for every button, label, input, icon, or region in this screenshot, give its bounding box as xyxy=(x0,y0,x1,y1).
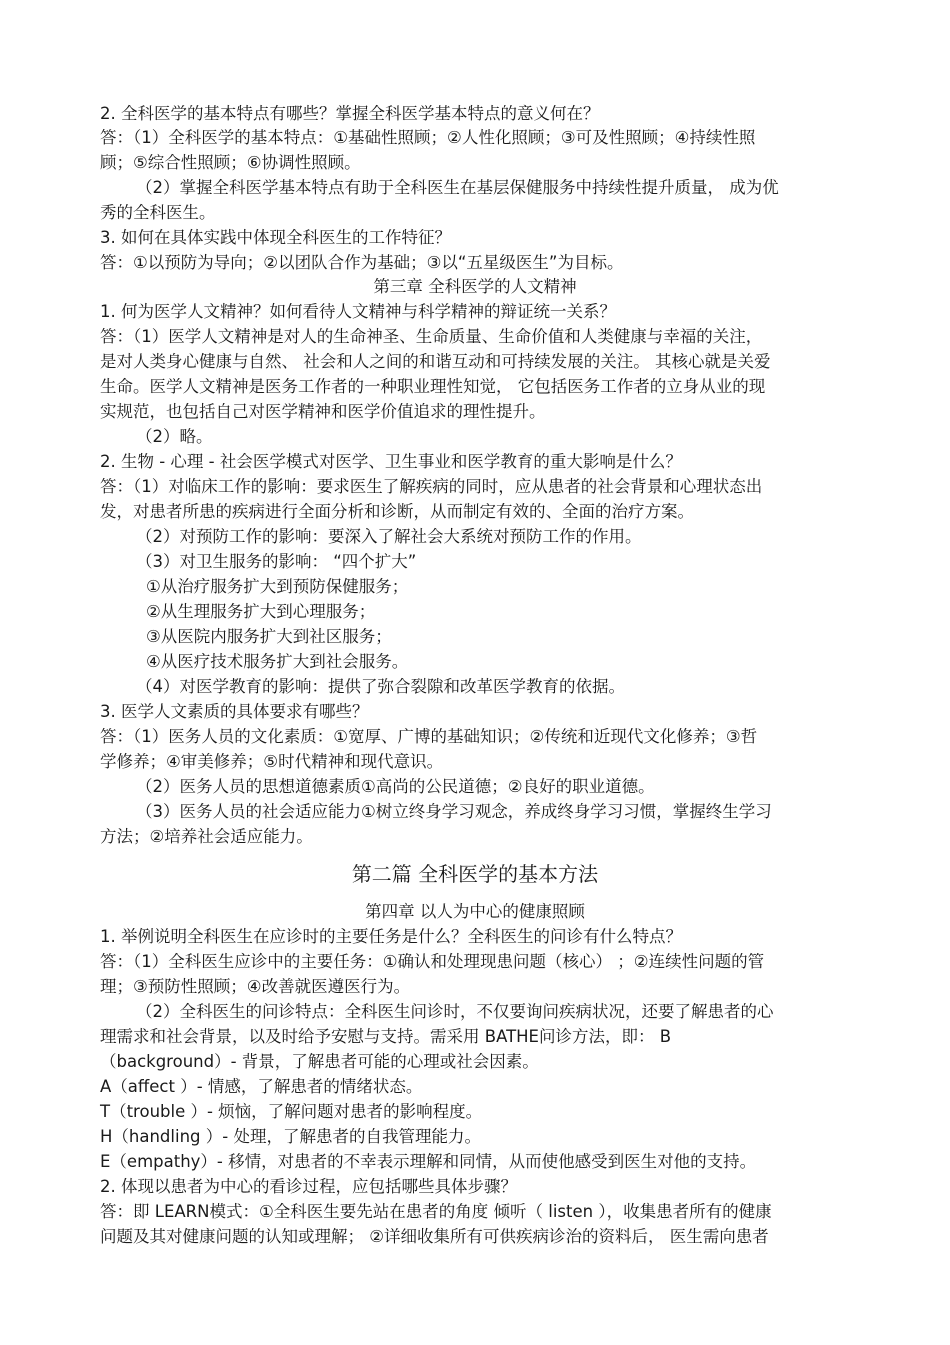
text-line: （background）- 背景，了解患者可能的心理或社会因素。 xyxy=(100,1052,539,1071)
text-line: 生命。医学人文精神是医务工作者的一种职业理性知觉， 它包括医务工作者的立身从业的现 xyxy=(100,377,766,396)
answer-line: 答：即 LEARN模式：①全科医生要先站在患者的角度 倾听（ listen ），收集患者所有的健康 xyxy=(100,1202,772,1221)
text-line: 理需求和社会背景，以及时给予安慰与支持。需采用 BATHE问诊方法，即： B xyxy=(100,1027,672,1046)
question-line: 2. 体现以患者为中心的看诊过程，应包括哪些具体步骤？ xyxy=(100,1177,517,1196)
text-line: （2）对预防工作的影响：要深入了解社会大系统对预防工作的作用。 xyxy=(136,527,642,546)
text-line: （2）医务人员的思想道德素质①高尚的公民道德；②良好的职业道德。 xyxy=(136,777,655,796)
answer-line: 答：（1）医务人员的文化素质：①宽厚、广博的基础知识；②传统和近现代文化修养；③哲 xyxy=(100,727,758,746)
chapter-heading: 第三章 全科医学的人文精神 xyxy=(373,277,577,296)
answer-line: 答：（1）全科医生应诊中的主要任务：①确认和处理现患问题（核心） ；②连续性问题的管 xyxy=(100,952,765,971)
text-line: 顾；⑤综合性照顾；⑥协调性照顾。 xyxy=(100,153,361,172)
list-item: ③从医院内服务扩大到社区服务； xyxy=(146,627,392,646)
text-line: 发，对患者所患的疾病进行全面分析和诊断，从而制定有效的、全面的治疗方案。 xyxy=(100,502,694,521)
text-line: 理；③预防性照顾；④改善就医遵医行为。 xyxy=(100,977,411,996)
list-item: ④从医疗技术服务扩大到社会服务。 xyxy=(146,652,409,671)
text-line: H（handling ）- 处理，了解患者的自我管理能力。 xyxy=(100,1127,481,1146)
question-line: 1. 举例说明全科医生在应诊时的主要任务是什么？全科医生的问诊有什么特点？ xyxy=(100,927,682,946)
answer-line: 答：（1）对临床工作的影响：要求医生了解疾病的同时，应从患者的社会背景和心理状态出 xyxy=(100,477,763,496)
text-line: （2）略。 xyxy=(136,427,213,446)
text-line: （3）医务人员的社会适应能力①树立终身学习观念，养成终身学习习惯，掌握终生学习 xyxy=(136,802,772,821)
question-line: 2. 生物 - 心理 - 社会医学模式对医学、卫生事业和医学教育的重大影响是什么？ xyxy=(100,452,682,471)
text-line: 实规范，也包括自己对医学精神和医学价值追求的理性提升。 xyxy=(100,402,546,421)
text-line: （2）全科医生的问诊特点：全科医生问诊时，不仅要询问疾病状况，还要了解患者的心 xyxy=(136,1002,774,1021)
list-item: ②从生理服务扩大到心理服务； xyxy=(146,602,376,621)
answer-line: 答：（1）全科医学的基本特点：①基础性照顾；②人性化照顾；③可及性照顾；④持续性照 xyxy=(100,128,756,147)
text-line: T（trouble ）- 烦恼，了解问题对患者的影响程度。 xyxy=(100,1102,483,1121)
text-line: （3）对卫生服务的影响： “四个扩大” xyxy=(136,552,417,571)
text-line: 问题及其对健康问题的认知或理解； ②详细收集所有可供疾病诊治的资料后， 医生需向患者 xyxy=(100,1227,769,1246)
text-line: （2）掌握全科医学基本特点有助于全科医生在基层保健服务中持续性提升质量， 成为优 xyxy=(136,178,779,197)
question-line: 2. 全科医学的基本特点有哪些？掌握全科医学基本特点的意义何在？ xyxy=(100,104,600,123)
text-line: （4）对医学教育的影响：提供了弥合裂隙和改革医学教育的依据。 xyxy=(136,677,625,696)
text-line: A（affect ）- 情感，了解患者的情绪状态。 xyxy=(100,1077,423,1096)
question-line: 3. 如何在具体实践中体现全科医生的工作特征？ xyxy=(100,228,451,247)
text-line: 秀的全科医生。 xyxy=(100,203,216,222)
question-line: 1. 何为医学人文精神？如何看待人文精神与科学精神的辩证统一关系？ xyxy=(100,302,616,321)
text-line: 是对人类身心健康与自然、 社会和人之间的和谐互动和可持续发展的关注。 其核心就是关爱 xyxy=(100,352,771,371)
text-line: 方法；②培养社会适应能力。 xyxy=(100,827,313,846)
text-line: 学修养；④审美修养；⑤时代精神和现代意识。 xyxy=(100,752,444,771)
answer-line: 答：（1）医学人文精神是对人的生命神圣、生命质量、生命价值和人类健康与幸福的关注， xyxy=(100,327,763,346)
question-line: 3. 医学人文素质的具体要求有哪些？ xyxy=(100,702,369,721)
text-line: E（empathy）- 移情，对患者的不幸表示理解和同情，从而使他感受到医生对他的支持。 xyxy=(100,1152,757,1171)
answer-line: 答：①以预防为导向；②以团队合作为基础；③以“五星级医生”为目标。 xyxy=(100,253,624,272)
chapter-heading: 第四章 以人为中心的健康照顾 xyxy=(365,902,585,921)
list-item: ①从治疗服务扩大到预防保健服务； xyxy=(146,577,409,596)
part-heading: 第二篇 全科医学的基本方法 xyxy=(351,862,599,886)
